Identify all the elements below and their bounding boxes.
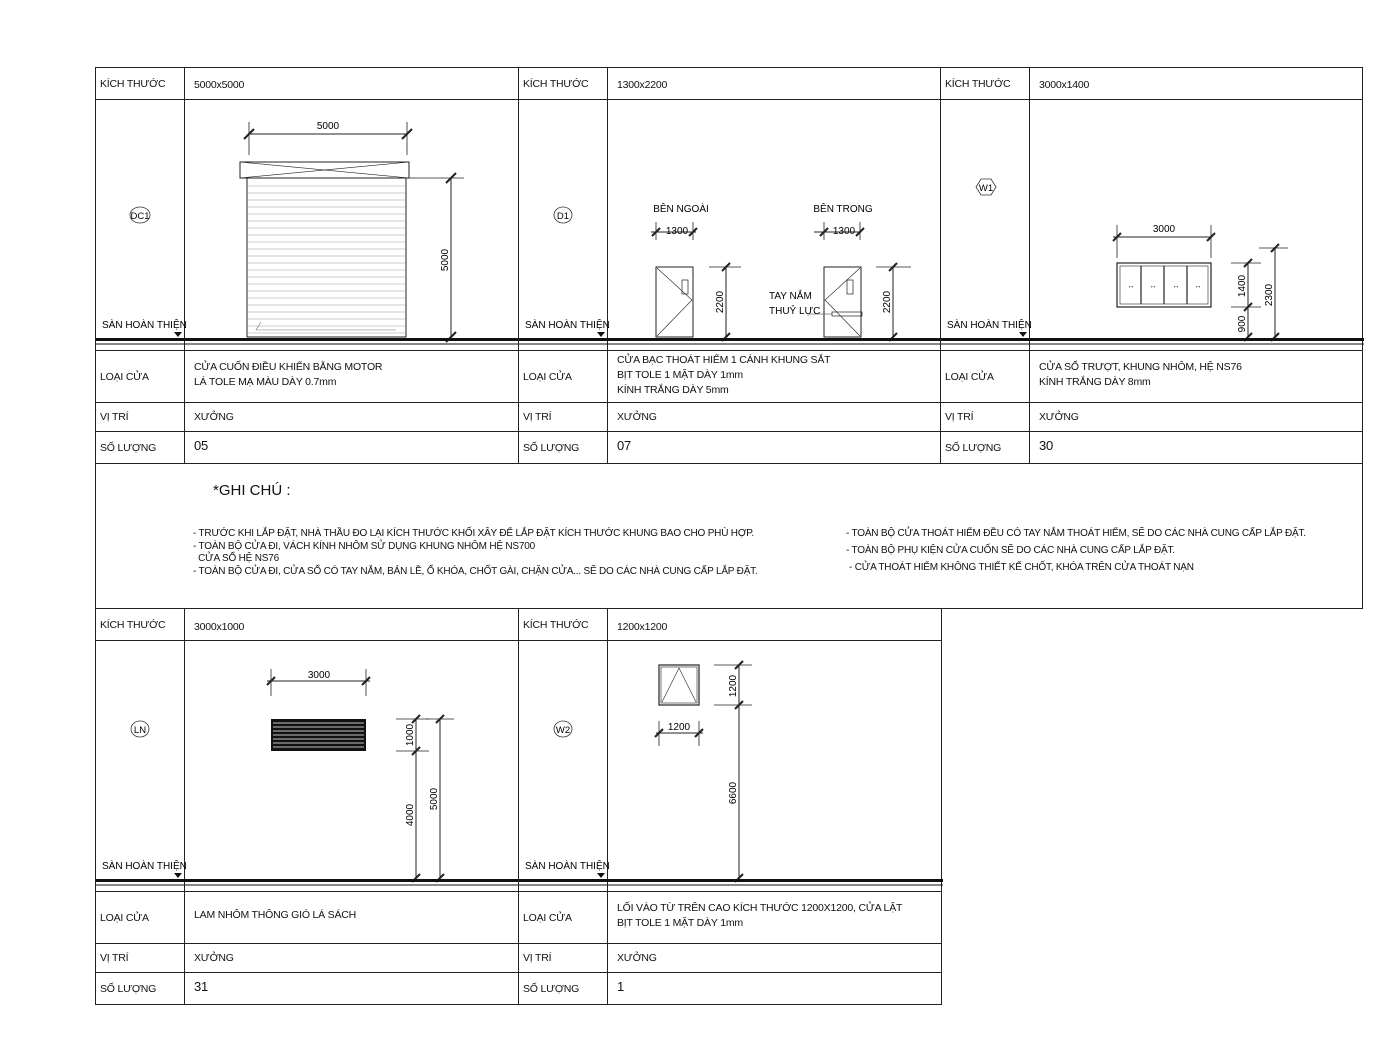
floor-label: SÀN HOÀN THIỆN	[525, 320, 610, 331]
quantity-value: 30	[1039, 438, 1054, 453]
dim-height-inside: 2200	[882, 290, 893, 314]
dim-top: 2300	[1264, 283, 1275, 307]
drawing-area	[96, 641, 518, 891]
quantity-label: SỐ LƯỢNG	[523, 983, 580, 995]
location-label: VỊ TRÍ	[523, 411, 552, 423]
location-label: VỊ TRÍ	[100, 952, 129, 964]
panel-ln	[95, 608, 519, 1005]
svg-text:↔: ↔	[1149, 283, 1157, 290]
tag-dc1: DC1	[130, 211, 150, 222]
dim-height: 1000	[405, 723, 416, 747]
location-value: XƯỞNG	[194, 952, 234, 964]
dim-width-outside: 1300	[665, 226, 689, 237]
note-left-1: - TRƯỚC KHI LẮP ĐẶT, NHÀ THẦU ĐO LẠI KÍCH THƯỚC KHỐI XÂY ĐỂ LẮP ĐẶT KÍCH THƯỚC KHUNG BAO CHO PHÙ HỢP.	[193, 528, 754, 539]
quantity-value: 05	[194, 438, 209, 453]
inside-label: BÊN TRONG	[813, 204, 873, 215]
quantity-value: 31	[194, 979, 209, 994]
notes-title: *GHI CHÚ :	[213, 482, 291, 499]
type-value: LỐI VÀO TỪ TRÊN CAO KÍCH THƯỚC 1200X1200, CỬA LẬT BỊT TOLE 1 MẶT DÀY 1mm	[617, 902, 903, 929]
panel-dc1	[95, 67, 519, 464]
size-label: KÍCH THƯỚC	[100, 619, 166, 631]
type-label: LOẠI CỬA	[100, 371, 149, 383]
size-row	[96, 68, 518, 100]
location-value: XƯỞNG	[617, 411, 657, 423]
location-label: VỊ TRÍ	[523, 952, 552, 964]
quantity-label: SỐ LƯỢNG	[523, 442, 580, 454]
type-label: LOẠI CỬA	[100, 912, 149, 924]
type-value: LAM NHÔM THÔNG GIÓ LÁ SÁCH	[194, 909, 357, 921]
dim-height: 5000	[440, 248, 451, 272]
location-label: VỊ TRÍ	[100, 411, 129, 423]
location-value: XƯỞNG	[194, 411, 234, 423]
dim-width: 3000	[1152, 224, 1176, 235]
dim-width: 1200	[667, 722, 691, 733]
floor-label: SÀN HOÀN THIỆN	[102, 861, 187, 872]
drawing-area	[519, 641, 941, 891]
size-label: KÍCH THƯỚC	[945, 78, 1011, 90]
note-left-4: - TOÀN BỘ CỬA ĐI, CỬA SỔ CÓ TAY NẮM, BẢN LỀ, Ổ KHÓA, CHỐT GÀI, CHẶN CỬA... SẼ DO CÁC NHÀ CUNG CẤP LẮP ĐẶT.	[193, 566, 758, 577]
location-row	[96, 403, 518, 432]
panel-w1	[940, 67, 1363, 464]
size-label: KÍCH THƯỚC	[100, 78, 166, 90]
svg-text:↔: ↔	[1172, 283, 1180, 290]
type-value: CỬA CUỐN ĐIỀU KHIỂN BẰNG MOTOR LÁ TOLE MẠ MÀU DÀY 0.7mm	[194, 361, 383, 388]
drawing-area	[96, 100, 518, 350]
handle-label-1: TAY NẮM	[769, 291, 812, 302]
dim-width: 5000	[316, 121, 340, 132]
floor-label: SÀN HOÀN THIỆN	[525, 861, 610, 872]
note-right-1: - TOÀN BỘ CỬA THOÁT HIỂM ĐỀU CÓ TAY NẮM THOÁT HIỂM, SẼ DO CÁC NHÀ CUNG CẤP LẮP ĐẶT.	[846, 528, 1306, 539]
dim-sill: 6600	[728, 781, 739, 805]
dim-width: 3000	[307, 670, 331, 681]
type-value: CỬA BẠC THOÁT HIỂM 1 CÁNH KHUNG SẮT BỊT TOLE 1 MẶT DÀY 1mm KÍNH TRẮNG DÀY 5mm	[617, 354, 831, 396]
tag-w2: W2	[555, 725, 571, 736]
size-label: KÍCH THƯỚC	[523, 619, 589, 631]
drawing-area	[941, 100, 1362, 350]
handle-label-2: THUỶ LỰC	[769, 306, 821, 317]
floor-label: SÀN HOÀN THIỆN	[947, 320, 1032, 331]
dim-height: 1400	[1237, 274, 1248, 298]
size-value: 1200x1200	[617, 621, 668, 633]
dim-sill: 4000	[405, 803, 416, 827]
svg-text:↔: ↔	[1127, 283, 1135, 290]
dim-sill: 900	[1237, 315, 1248, 333]
size-label: KÍCH THƯỚC	[523, 78, 589, 90]
size-value: 5000x5000	[194, 79, 245, 91]
quantity-value: 07	[617, 438, 632, 453]
note-right-2: - TOÀN BỘ PHỤ KIỆN CỬA CUỐN SẼ DO CÁC NHÀ CUNG CẤP LẮP ĐẶT.	[846, 545, 1175, 556]
location-label: VỊ TRÍ	[945, 411, 974, 423]
dim-height: 1200	[728, 674, 739, 698]
quantity-label: SỐ LƯỢNG	[945, 442, 1002, 454]
tag-ln: LN	[133, 725, 147, 736]
dim-height-outside: 2200	[715, 290, 726, 314]
location-value: XƯỞNG	[1039, 411, 1079, 423]
drawing-area	[519, 100, 941, 350]
tag-d1: D1	[556, 211, 570, 222]
note-left-3: CỬA SỔ HỆ NS76	[193, 553, 279, 564]
dim-width-inside: 1300	[832, 226, 856, 237]
type-label: LOẠI CỬA	[945, 371, 994, 383]
quantity-label: SỐ LƯỢNG	[100, 442, 157, 454]
quantity-row	[96, 432, 518, 463]
notes-section	[95, 463, 1363, 609]
quantity-value: 1	[617, 979, 625, 994]
dim-top: 5000	[429, 787, 440, 811]
type-label: LOẠI CỬA	[523, 371, 572, 383]
size-value: 3000x1400	[1039, 79, 1090, 91]
type-row	[96, 350, 518, 403]
svg-text:↔: ↔	[1194, 283, 1202, 290]
note-right-3: - CỬA THOÁT HIỂM KHÔNG THIẾT KẾ CHỐT, KHÓA TRÊN CỬA THOÁT NẠN	[849, 562, 1194, 573]
size-value: 1300x2200	[617, 79, 668, 91]
type-value: CỬA SỔ TRƯỢT, KHUNG NHÔM, HỆ NS76 KÍNH TRẮNG DÀY 8mm	[1039, 361, 1242, 388]
size-value: 3000x1000	[194, 621, 245, 633]
type-label: LOẠI CỬA	[523, 912, 572, 924]
outside-label: BÊN NGOÀI	[653, 204, 709, 215]
panel-w2	[518, 608, 942, 1005]
note-left-2: - TOÀN BỘ CỬA ĐI, VÁCH KÍNH NHÔM SỬ DỤNG KHUNG NHÔM HỆ NS700	[193, 541, 535, 552]
panel-d1	[518, 67, 942, 464]
floor-label: SÀN HOÀN THIỆN	[102, 320, 187, 331]
location-value: XƯỞNG	[617, 952, 657, 964]
quantity-label: SỐ LƯỢNG	[100, 983, 157, 995]
tag-w1: W1	[978, 183, 994, 194]
